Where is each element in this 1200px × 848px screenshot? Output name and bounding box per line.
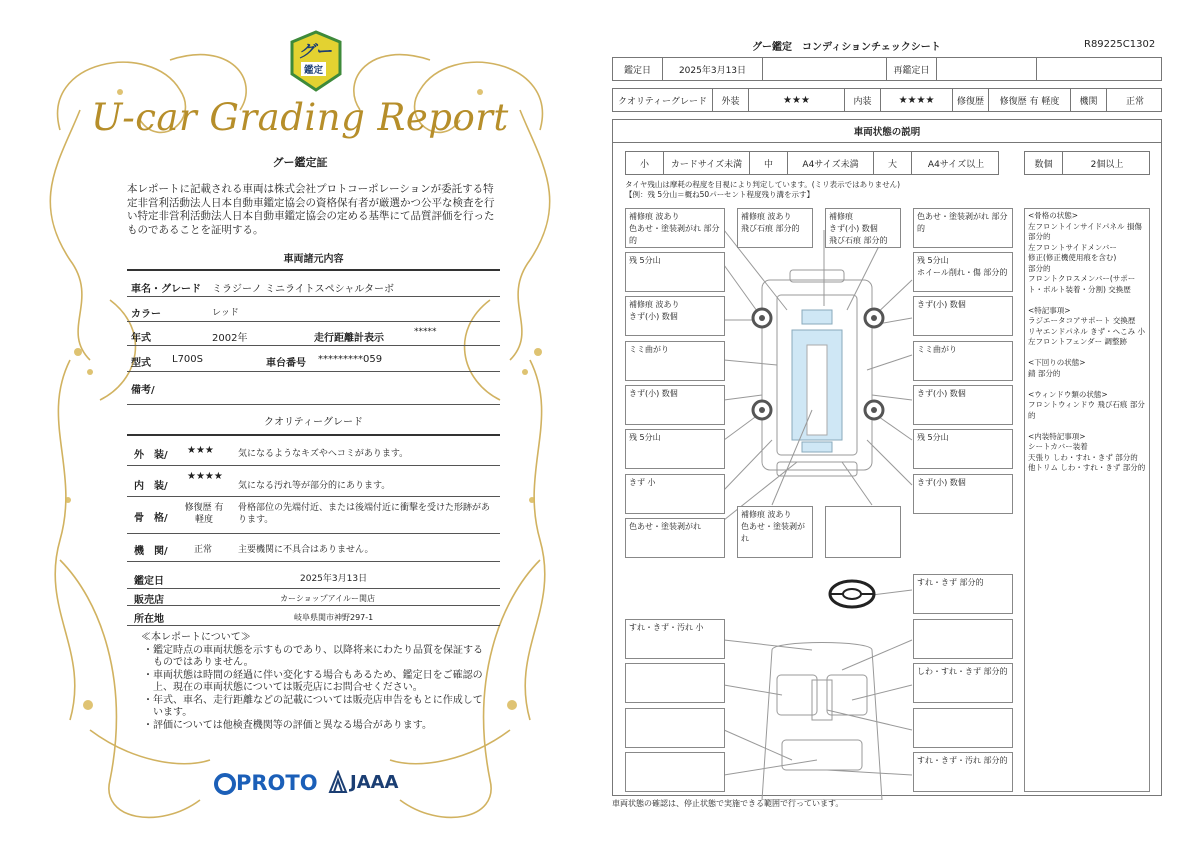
damage-box: 色あせ・塗装剥がれ 部分的: [913, 208, 1013, 248]
date-value: 2025年3月13日: [663, 58, 763, 80]
damage-box: 残 5分山: [625, 429, 725, 469]
dealer-value: カーショップアイルー関店: [280, 594, 375, 603]
goo-kantei-logo: [288, 30, 344, 92]
quality-int-label: 内 装/: [134, 481, 168, 492]
eng-value: 正常: [1125, 96, 1144, 107]
quality-engine-label: 機 関/: [134, 546, 168, 557]
divider: [127, 296, 500, 297]
size-small-desc: カードサイズ未満: [664, 152, 750, 174]
model-value: L700S: [172, 354, 204, 365]
jaaa-logo-icon: [328, 770, 348, 794]
damage-box: [825, 506, 901, 558]
qg-label: クオリティーグレード: [613, 89, 713, 111]
count-label: 数個: [1025, 152, 1063, 174]
blank-cell: [1037, 58, 1163, 80]
size-large-desc: A4サイズ以上: [927, 159, 985, 170]
divider: [127, 465, 500, 466]
jaaa-logo: JAAA: [350, 772, 399, 793]
damage-box: しわ・すれ・きず 部分的: [913, 663, 1013, 703]
quality-frame-label: 骨 格/: [134, 513, 168, 524]
divider: [127, 321, 500, 322]
mileage-value: *****: [414, 327, 437, 337]
sheet-title: グー鑑定 コンディションチェックシート: [752, 42, 941, 53]
damage-box: 補修痕 波あり 色あせ・塗装剥がれ 部分的: [625, 208, 725, 248]
specs-title: 車両諸元内容: [283, 254, 344, 265]
damage-box: 残 5分山: [625, 252, 725, 292]
divider: [127, 269, 500, 271]
date-value: 2025年3月13日: [300, 574, 368, 584]
dealer-label: 販売店: [134, 595, 164, 606]
divider: [127, 533, 500, 534]
logo-mark: グー: [298, 42, 332, 62]
side-notes: <骨格の状態> 左フロントインサイドパネル 損傷 部分的 左フロントサイドメンバー 修正(修正機使用痕を含む) 部分的 フロントクロスメンバー(サポート・ボルト装着・分割) 交換歴 <特記事項> ラジエータコアサポート 交換歴 リヤエンドパネル きず・へこみ 小 左フロントフェンダー 調整跡 <下回りの状態> 錆 部分的 <ウィンドウ類の状態> フロントウィンドウ 飛び石痕 部分的 <内装特記事項> シートカバー装着 天張り しわ・すれ・きず 部分的 他トリム しわ・すれ・きず 部分的: [1024, 208, 1150, 792]
int-value: ★★★★: [881, 89, 953, 111]
date-label: 鑑定日: [134, 576, 164, 587]
tire-example: 【例：残 5分山＝概ね50パーセント程度残り溝を示す】: [625, 190, 815, 199]
redate-value: [937, 58, 1037, 80]
damage-box: すれ・きず 部分的: [913, 574, 1013, 614]
damage-box: きず(小) 数個: [913, 296, 1013, 336]
damage-box: ミミ曲がり: [913, 341, 1013, 381]
remarks-label: 備考/: [131, 385, 155, 396]
footer-note: 車両状態の確認は、停止状態で実施できる範囲で行っています。: [612, 799, 844, 808]
size-large: 大: [874, 152, 912, 174]
divider: [127, 588, 500, 589]
damage-box: きず(小) 数個: [913, 385, 1013, 425]
color-value: レッド: [212, 308, 239, 318]
size-mid: 中: [750, 152, 788, 174]
tire-note: タイヤ残山は摩耗の程度を目視により判定しています。(ミリ表示ではありません): [625, 180, 901, 189]
date-label: 鑑定日: [613, 58, 663, 80]
logo-label: 鑑定: [301, 62, 326, 76]
note-item: ・鑑定時点の車両状態を示すものであり、以降将来にわたり品質を保証するものではありません。: [143, 644, 483, 668]
address-value: 岐阜県関市神野297-1: [294, 613, 374, 622]
report-title: U-car Grading Report: [91, 96, 509, 139]
rep-label: 修復歴: [953, 89, 989, 111]
eng-label: 機関: [1071, 89, 1107, 111]
quality-ext-grade: ★★★: [187, 445, 214, 456]
divider: [127, 625, 500, 626]
report-notes: [141, 632, 491, 732]
divider: [127, 561, 500, 562]
ext-label: 外装: [713, 89, 749, 111]
count-legend: [1024, 151, 1150, 175]
damage-box: 補修痕 波あり 色あせ・塗装剥がれ: [737, 506, 813, 558]
note-item: ・年式、車名、走行距離などの記載については販売店申告をもとに作成しています。: [143, 694, 483, 718]
quality-ext-desc: 気になるようなキズやヘコミがあります。: [238, 449, 409, 459]
damage-box: 残 5分山: [913, 429, 1013, 469]
mileage-label: 走行距離計表示: [314, 333, 384, 344]
damage-box: 補修痕 きず(小) 数個 飛び石痕 部分的: [825, 208, 901, 248]
divider: [127, 345, 500, 346]
rep-value: 修復歴 有 軽度: [989, 89, 1071, 111]
proto-logo-icon: [214, 772, 236, 796]
cert-body: 本レポートに記載される車両は株式会社プロトコーポレーションが委託する特定非営利活動法人日本自動車鑑定協会の資格保有者が厳選かつ公平な検査を行い特定非営利活動法人日本自動車鑑定協会の定める基準にて品質評価を行ったものであることを証明する。: [127, 183, 495, 236]
size-small: 小: [626, 152, 664, 174]
name-value: ミラジーノ ミニライトスペシャルターボ: [212, 284, 394, 295]
quality-title: クオリティーグレード: [264, 417, 363, 428]
damage-box: [625, 663, 725, 703]
note-item: ・評価については他検査機関等の評価と異なる場合があります。: [143, 719, 432, 731]
date-row: [612, 57, 1162, 81]
damage-box: [913, 619, 1013, 659]
address-label: 所在地: [134, 614, 164, 625]
model-label: 型式: [131, 358, 151, 369]
year-value: 2002年: [212, 333, 248, 344]
damage-box: 残 5分山 ホイール削れ・傷 部分的: [913, 252, 1013, 292]
divider: [127, 605, 500, 606]
damage-box: 補修痕 波あり 飛び石痕 部分的: [737, 208, 813, 248]
quality-frame-desc: 骨格部位の先端付近、または後端付近に衝撃を受けた形跡があります。: [238, 503, 491, 525]
quality-engine-grade: 正常: [194, 545, 213, 555]
damage-box: きず(小) 数個: [625, 385, 725, 425]
damage-box: 色あせ・塗装剥がれ: [625, 518, 725, 558]
divider: [127, 404, 500, 405]
ext-value: ★★★: [749, 89, 845, 111]
damage-box: [913, 708, 1013, 748]
damage-box: ミミ曲がり: [625, 341, 725, 381]
damage-box: 補修痕 波あり きず(小) 数個: [625, 296, 725, 336]
year-label: 年式: [131, 333, 151, 344]
sheet-id: R89225C1302: [1084, 39, 1156, 50]
size-legend: [625, 151, 999, 175]
int-label: 内装: [845, 89, 881, 111]
proto-logo: PROTO: [236, 771, 318, 795]
name-label: 車名・グレード: [131, 284, 201, 295]
redate-label: 再鑑定日: [887, 58, 937, 80]
quality-frame-grade: 修復歴 有 軽度: [184, 503, 224, 525]
quality-engine-desc: 主要機関に不具合はありません。: [238, 545, 374, 555]
damage-box: すれ・きず・汚れ 小: [625, 619, 725, 659]
quality-ext-label: 外 装/: [134, 450, 168, 461]
damage-box: きず(小) 数個: [913, 474, 1013, 514]
notes-title: ≪本レポートについて≫: [141, 632, 251, 643]
quality-int-desc: 気になる汚れ等が部分的にあります。: [238, 481, 391, 491]
cert-title: グー鑑定証: [272, 156, 328, 169]
vin-value: *********059: [318, 354, 383, 365]
damage-box: すれ・きず・汚れ 部分的: [913, 752, 1013, 792]
color-label: カラー: [131, 309, 161, 320]
section-title: 車両状態の説明: [612, 119, 1162, 143]
count-desc: 2個以上: [1090, 159, 1124, 170]
divider: [127, 434, 500, 436]
condition-check-sheet: [600, 0, 1200, 848]
quality-int-grade: ★★★★: [187, 471, 223, 482]
damage-box: きず 小: [625, 474, 725, 514]
divider: [127, 496, 500, 497]
damage-box: [625, 708, 725, 748]
blank-cell: [763, 58, 887, 80]
size-mid-desc: A4サイズ未満: [788, 152, 874, 174]
note-item: ・車両状態は時間の経過に伴い変化する場合もあるため、鑑定日をご確認の上、現在の車両状態については販売店にお問合せください。: [143, 669, 483, 693]
divider: [127, 371, 500, 372]
damage-box: [625, 752, 725, 792]
quality-row: [612, 88, 1162, 112]
vin-label: 車台番号: [266, 358, 306, 369]
